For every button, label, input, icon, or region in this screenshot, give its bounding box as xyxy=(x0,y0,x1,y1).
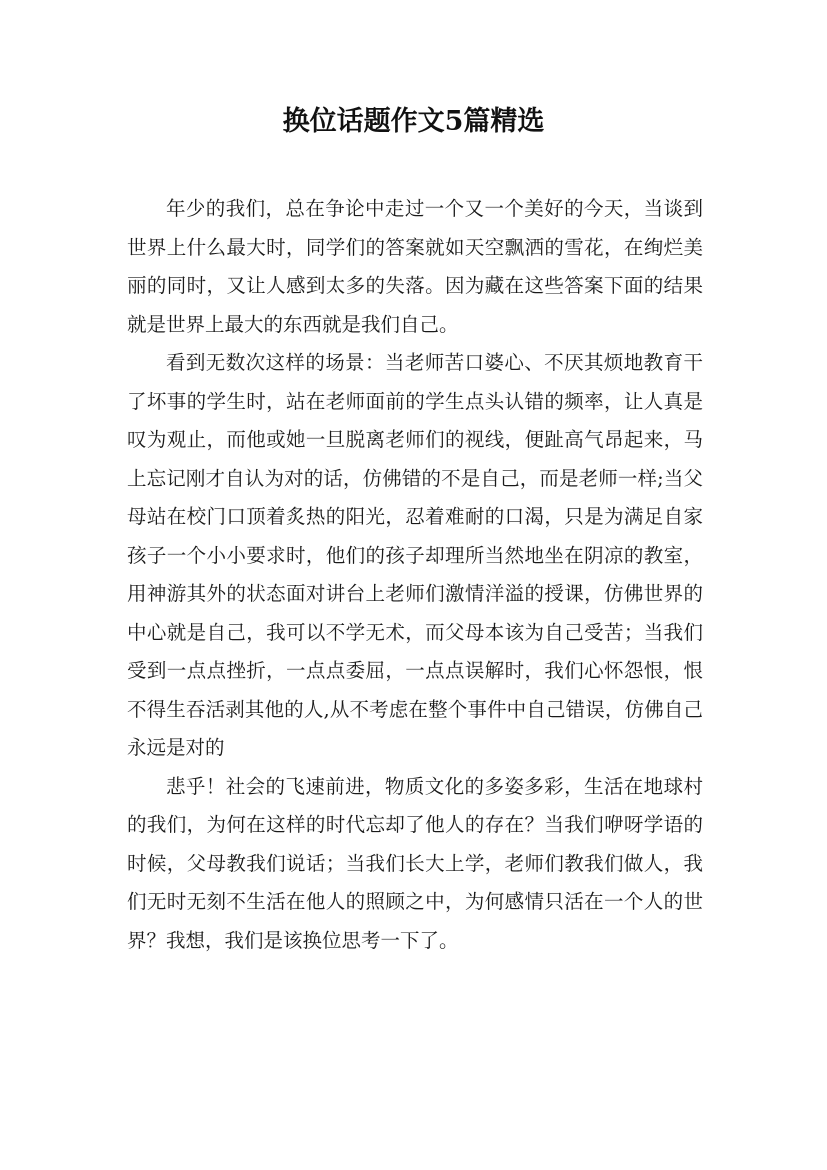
paragraph-2: 看到无数次这样的场景：当老师苦口婆心、不厌其烦地教育干了坏事的学生时，站在老师面前的学生点头认错的频率，让人真是叹为观止，而他或她一旦脱离老师们的视线，便趾高气昂起来，马上忘记刚才自认为对的话，仿佛错的不是自己，而是老师一样;当父母站在校门口顶着炙热的阳光，忍着难耐的口渴，只是为满足自家孩子一个小小要求时，他们的孩子却理所当然地坐在阴凉的教室，用神游其外的状态面对讲台上老师们激情洋溢的授课，仿佛世界的中心就是自己，我可以不学无术，而父母本该为自己受苦；当我们受到一点点挫折，一点点委屈，一点点误解时，我们心怀怨恨，恨不得生吞活剥其他的人,从不考虑在整个事件中自己错误，仿佛自己永远是对的 xyxy=(127,351,703,759)
document-title: 换位话题作文5篇精选 xyxy=(282,106,545,137)
paragraph-3: 悲乎！社会的飞速前进，物质文化的多姿多彩，生活在地球村的我们，为何在这样的时代忘却了他人的存在？当我们咿呀学语的时候，父母教我们说话；当我们长大上学，老师们教我们做人，我们无时无刻不生活在他人的照顾之中，为何感情只活在一个人的世界？我想，我们是该换位思考一下了。 xyxy=(127,774,703,952)
document-body xyxy=(127,190,703,960)
paragraph-1: 年少的我们，总在争论中走过一个又一个美好的今天，当谈到世界上什么最大时，同学们的答案就如天空飘洒的雪花，在绚烂美丽的同时，又让人感到太多的失落。因为藏在这些答案下面的结果就是世界上最大的东西就是我们自己。 xyxy=(127,197,703,336)
